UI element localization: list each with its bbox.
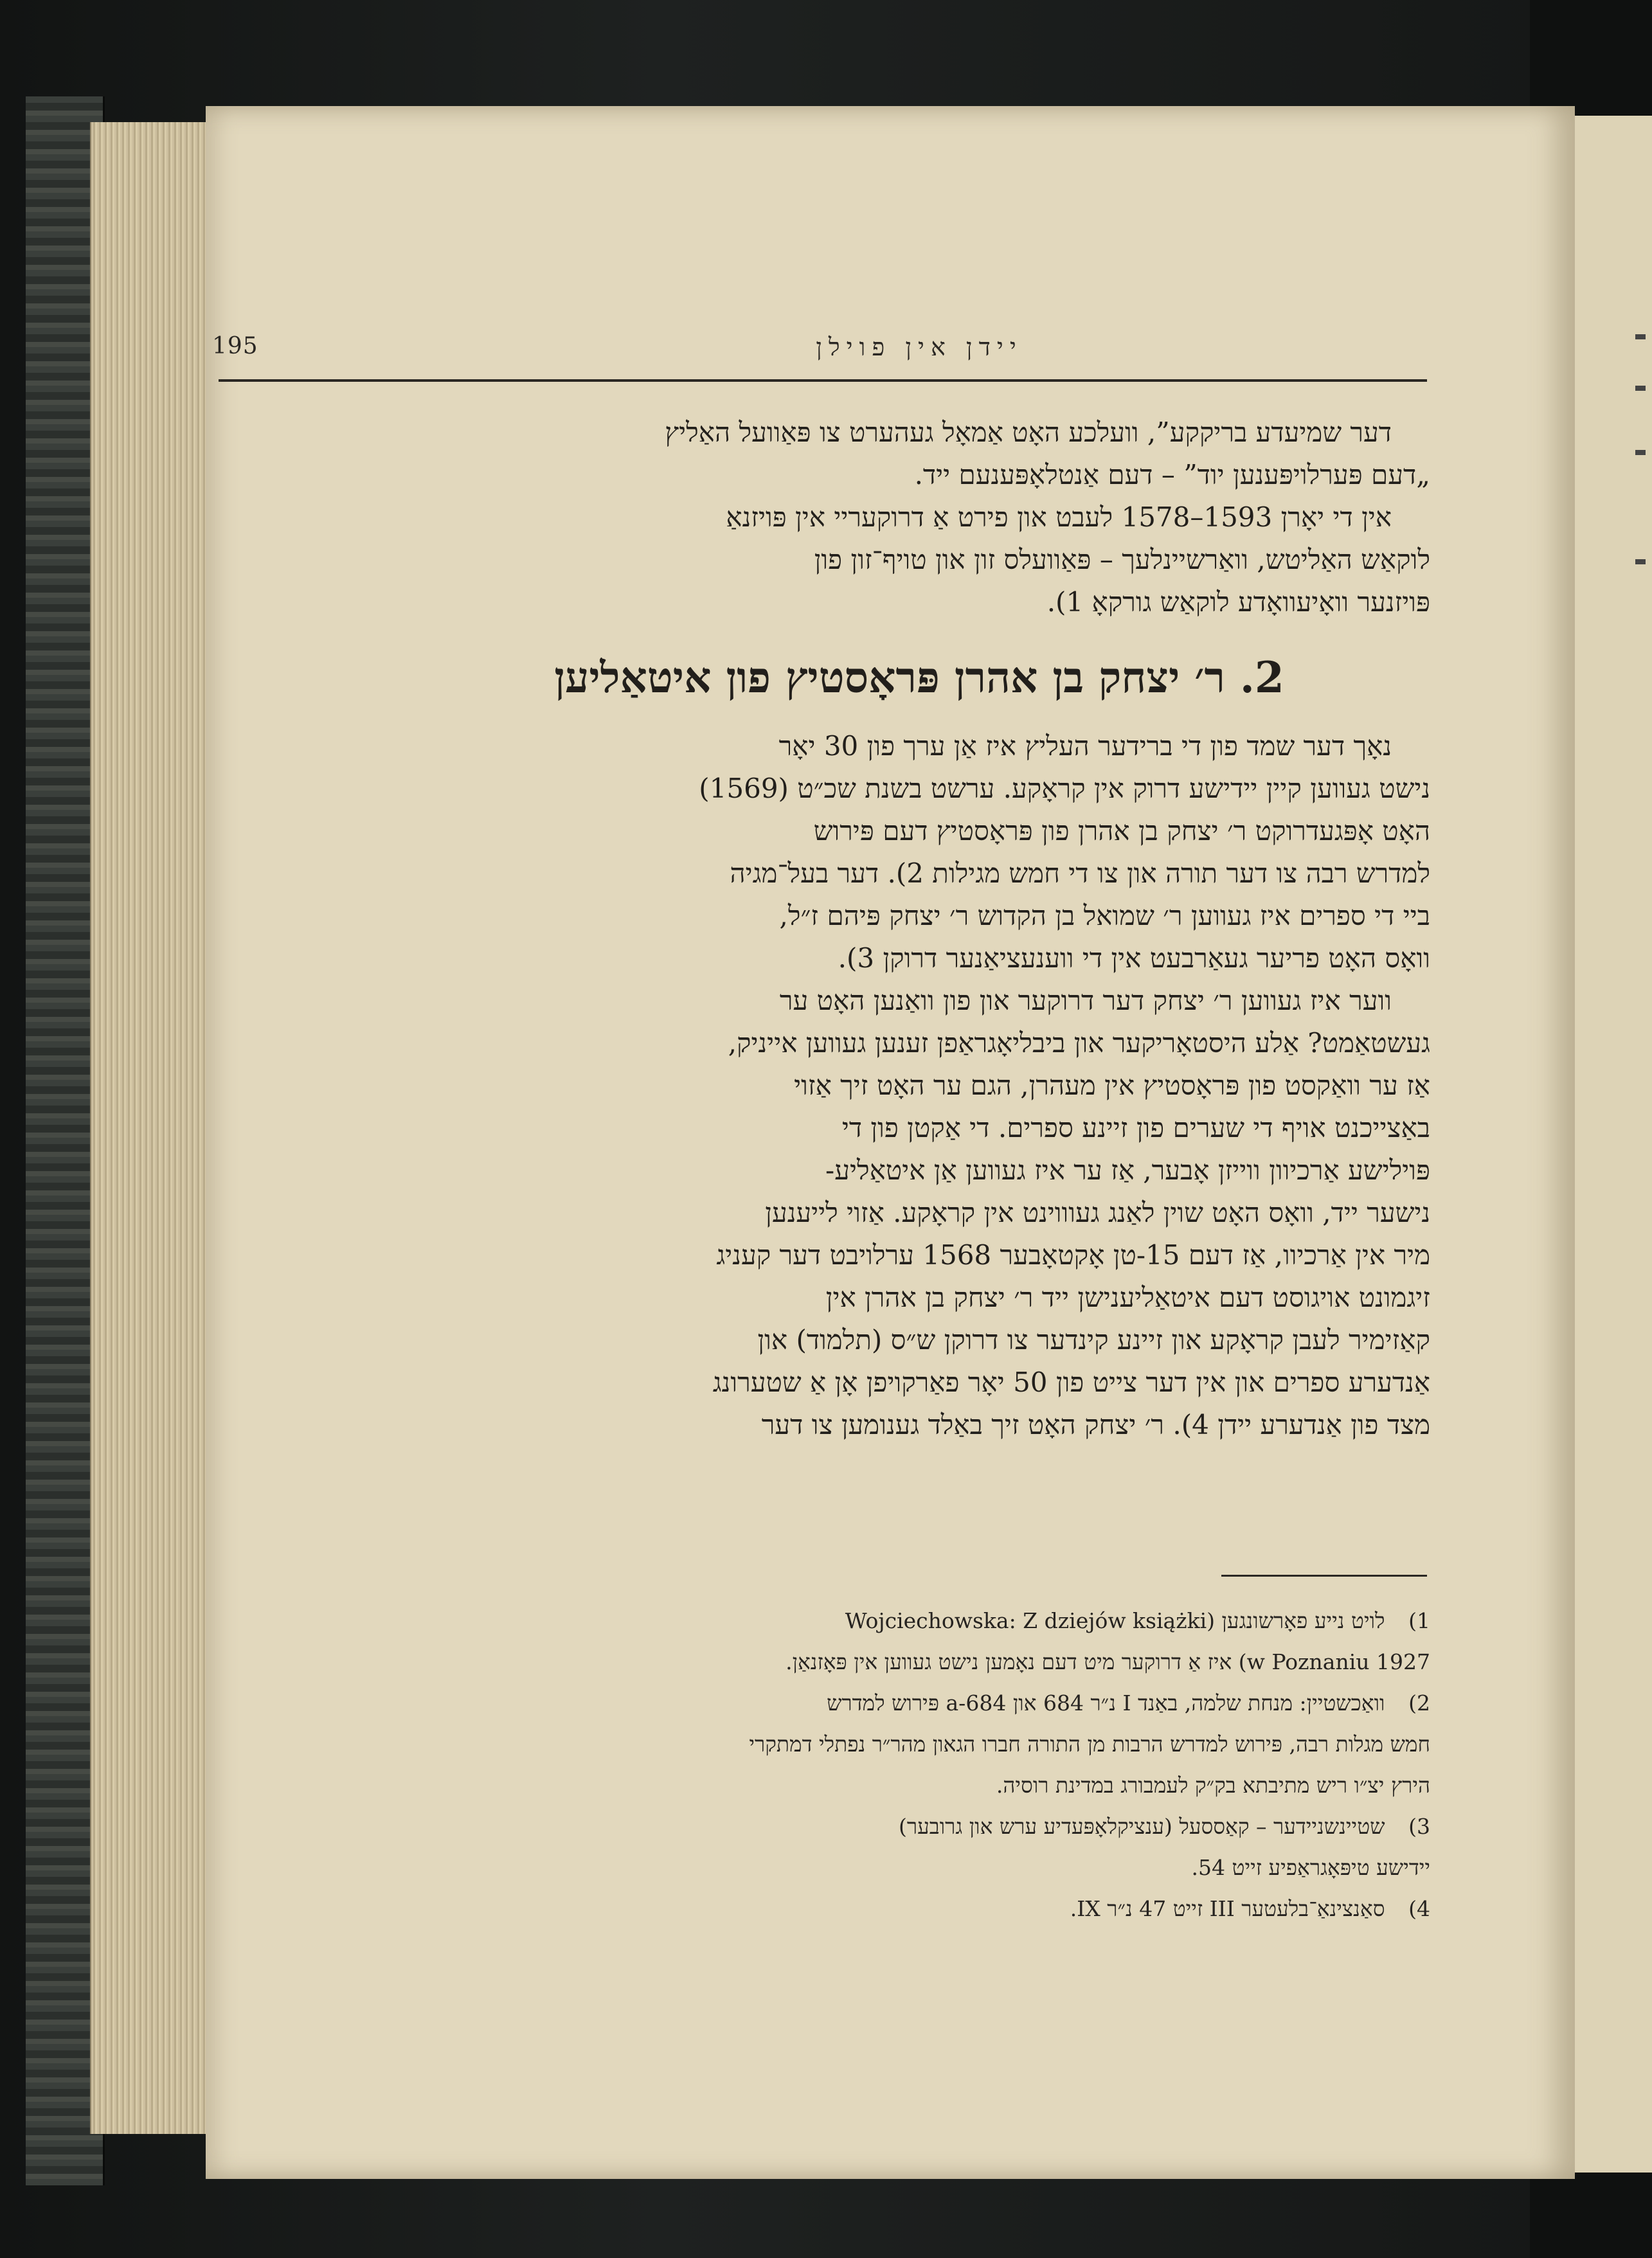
text-line: מצד פון אַנדערע יידן 4). ר׳ יצחק האָט זיך באַלד גענומען צו דער xyxy=(761,1409,1430,1440)
paragraph xyxy=(427,980,1430,1446)
text-line: ביי די ספרים איז געווען ר׳ שמואל בן הקדוש ר׳ יצחק פּיהם ז״ל, xyxy=(779,900,1430,931)
running-title: יידן אין פוילן xyxy=(816,333,1023,361)
text-line: געשטאַמט? אַלע היסטאָריקער און ביבליאָגראַפן זענען געווען אייניק, xyxy=(728,1027,1430,1059)
footnote-label: 2) xyxy=(1408,1690,1430,1716)
text-line: „דעם פּערלויפּענען יוד” – דעם אַנטלאָפּענעם ייד. xyxy=(914,459,1430,490)
text-line: באַצייכנט אויף די שערים פון זיינע ספרים. די אַקטן פון די xyxy=(841,1112,1430,1143)
facing-page-mark xyxy=(1635,386,1646,391)
footnote-label: 4) xyxy=(1408,1896,1430,1921)
text-line: נאָך דער שמד פון די ברידער העליץ איז אַן ערך פון 30 יאָר xyxy=(778,730,1392,762)
footnote-line: הירץ יצ״ו ריש מתיבתא בק״ק לעמבורג במדינת רוסיה. xyxy=(996,1773,1430,1798)
footnote-line: חמש מגלות רבה, פּירוש למדרש הרבות מן התורה חברו הגאון מהר״ר נפתלי דמתקרי xyxy=(749,1732,1430,1757)
footnote-label: 3) xyxy=(1408,1814,1430,1839)
text-line: פּויזנער וואָיעוואָדע לוקאַש גורקאָ 1). xyxy=(1046,586,1430,618)
footnote xyxy=(427,1888,1430,1930)
facing-page-mark xyxy=(1635,450,1646,455)
footnote-line: w Poznaniu 1927) איז אַ דרוקער מיט דעם נאָמען נישט געווען אין פּאָזנאַן. xyxy=(786,1649,1430,1674)
body-text xyxy=(427,411,1430,1446)
text-line: קאַזימיר לעבן קראָקע און זיינע קינדער צו דרוקן ש״ס (תלמוד) און xyxy=(757,1324,1430,1356)
text-line: למדרש רבה צו דער תורה און צו די חמש מגילות 2). דער בעל־מגיה xyxy=(730,857,1430,889)
text-line: נישער ייד, וואָס האָט שוין לאַנג געוווינט אין קראָקע. אַזוי לייענען xyxy=(765,1197,1430,1228)
footnote-label: 1) xyxy=(1408,1608,1430,1633)
paragraph xyxy=(427,496,1430,623)
paragraph xyxy=(427,725,1430,980)
page-stack-edge xyxy=(90,122,213,2134)
text-line: נישט געווען קיין יידישע דרוק אין קראָקע. ערשט בשנת שכ״ט (1569) xyxy=(699,773,1430,804)
footnote-line: וואַכשטיין: מנחת שלמה, באַנד I נ״ר 684 און 684-a פּירוש למדרש xyxy=(827,1690,1385,1716)
text-line: דער שמיעדע בריקקע”, וועלכע האָט אַמאָל געהערט צו פּאַוועל האַליץ xyxy=(665,417,1392,448)
footnote-line: סאַנצינאַ־בלעטער III זייט 47 נ״ר IX. xyxy=(1070,1896,1385,1921)
text-line: פּוילישע אַרכיוון ווייזן אָבער, אַז ער איז געווען אַן איטאַליע- xyxy=(825,1154,1430,1186)
footnote-line: שטיינשניידער – קאַססעל (ענציקלאָפּעדיע ערש און גרובער) xyxy=(899,1814,1385,1839)
section-heading: 2. ר׳ יצחק בן אהרן פּראָסטיץ פון איטאַליען xyxy=(554,652,1284,703)
footnote-line: לויט נייע פאָרשונגען (Wojciechowska: Z dziejów książki xyxy=(845,1608,1385,1633)
text-line: האָט אָפּגעדרוקט ר׳ יצחק בן אהרן פון פּראָסטיץ דעם פּירוש xyxy=(813,815,1430,847)
text-line: אַנדערע ספרים און אין דער צייט פון 50 יאָר פאַרקויפן אָן אַ שטערונג xyxy=(712,1366,1430,1398)
text-line: אין די יאָרן 1593–1578 לעבט און פירט אַ דרוקעריי אין פּויזנאַ xyxy=(726,501,1392,533)
footnotes xyxy=(427,1600,1430,1930)
text-line: אַז ער וואַקסט פון פּראָסטיץ אין מעהרן, הגם ער האָט זיך אַזוי xyxy=(794,1070,1430,1101)
text-line: זיגמונט אויגוסט דעם איטאַליענישן ייד ר׳ יצחק בן אהרן אין xyxy=(825,1282,1430,1313)
footnote-rule xyxy=(1221,1575,1427,1577)
paragraph xyxy=(427,411,1430,496)
facing-page-mark xyxy=(1635,334,1646,339)
text-line: ווער איז געווען ר׳ יצחק דער דרוקער און פון וואַנען האָט ער xyxy=(779,985,1392,1016)
text-line: וואָס האָט פריער געאַרבעט אין די ווענעציאַנער דרוקן 3). xyxy=(838,942,1430,974)
footnote xyxy=(427,1683,1430,1806)
footnote-line: יידישע טיפּאָגראַפיע זייט 54. xyxy=(1191,1855,1430,1880)
facing-page-mark xyxy=(1635,559,1646,564)
footnote xyxy=(427,1806,1430,1888)
text-line: מיר אין אַרכיוו, אַז דעם 15-טן אָקטאָבער 1568 ערלויבט דער קעניג xyxy=(716,1239,1430,1271)
page-number: 195 xyxy=(212,333,258,359)
footnote xyxy=(427,1600,1430,1683)
text-line: לוקאַש האַליטש, וואַרשיינלעך – פּאַוועלס זון און טויף־זון פון xyxy=(814,544,1430,575)
